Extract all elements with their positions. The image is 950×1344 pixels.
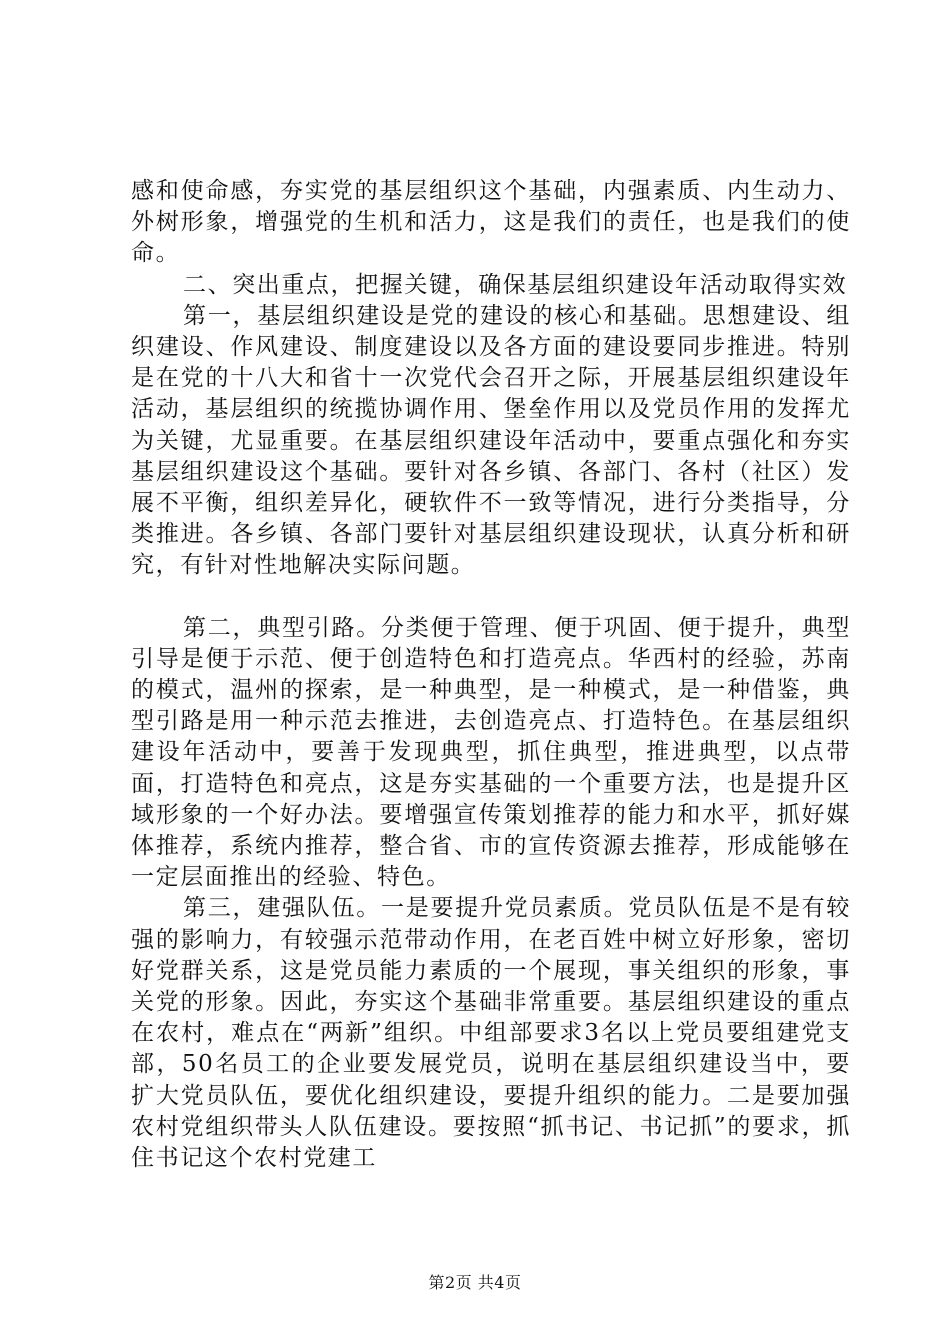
page-number-footer: 第2页 共4页 [428, 1273, 522, 1292]
paragraph-continuation: 感和使命感，夯实党的基层组织这个基础，内强素质、内生动力、外树形象，增强党的生机和活力，这是我们的责任，也是我们的使命。 [131, 178, 851, 267]
section-heading: 二、突出重点，把握关键，确保基层组织建设年活动取得实效 [183, 271, 848, 298]
document-body [131, 176, 851, 1174]
paragraph-second: 第二，典型引路。分类便于管理、便于巩固、便于提升，典型引导是便于示范、便于创造特色和打造亮点。华西村的经验，苏南的模式，温州的探索，是一种典型，是一种模式，是一种借鉴，典型引路是用一种示范去推进，去创造亮点、打造特色。在基层组织建设年活动中，要善于发现典型，抓住典型，推进典型，以点带面，打造特色和亮点，这是夯实基础的一个重要方法，也是提升区域形象的一个好办法。要增强宣传策划推荐的能力和水平，抓好媒体推荐，系统内推荐，整合省、市的宣传资源去推荐，形成能够在一定层面推出的经验、特色。 [131, 614, 851, 891]
paragraph-first: 第一，基层组织建设是党的建设的核心和基础。思想建设、组织建设、作风建设、制度建设以及各方面的建设要同步推进。特别是在党的十八大和省十一次党代会召开之际，开展基层组织建设年活动，基层组织的统揽协调作用、堡垒作用以及党员作用的发挥尤为关键，尤显重要。在基层组织建设年活动中，要重点强化和夯实基层组织建设这个基础。要针对各乡镇、各部门、各村（社区）发展不平衡，组织差异化，硬软件不一致等情况，进行分类指导，分类推进。各乡镇、各部门要针对基层组织建设现状，认真分析和研究，有针对性地解决实际问题。 [131, 302, 851, 579]
paragraph-third: 第三，建强队伍。一是要提升党员素质。党员队伍是不是有较强的影响力，有较强示范带动作用，在老百姓中树立好形象，密切好党群关系，这是党员能力素质的一个展现，事关组织的形象，事关党的形象。因此，夯实这个基础非常重要。基层组织建设的重点在农村，难点在“两新”组织。中组部要求3名以上党员要组建党支部，50名员工的企业要发展党员，说明在基层组织建设当中，要扩大党员队伍，要优化组织建设，要提升组织的能力。二是要加强农村党组织带头人队伍建设。要按照“抓书记、书记抓”的要求，抓住书记这个农村党建工 [131, 895, 851, 1172]
